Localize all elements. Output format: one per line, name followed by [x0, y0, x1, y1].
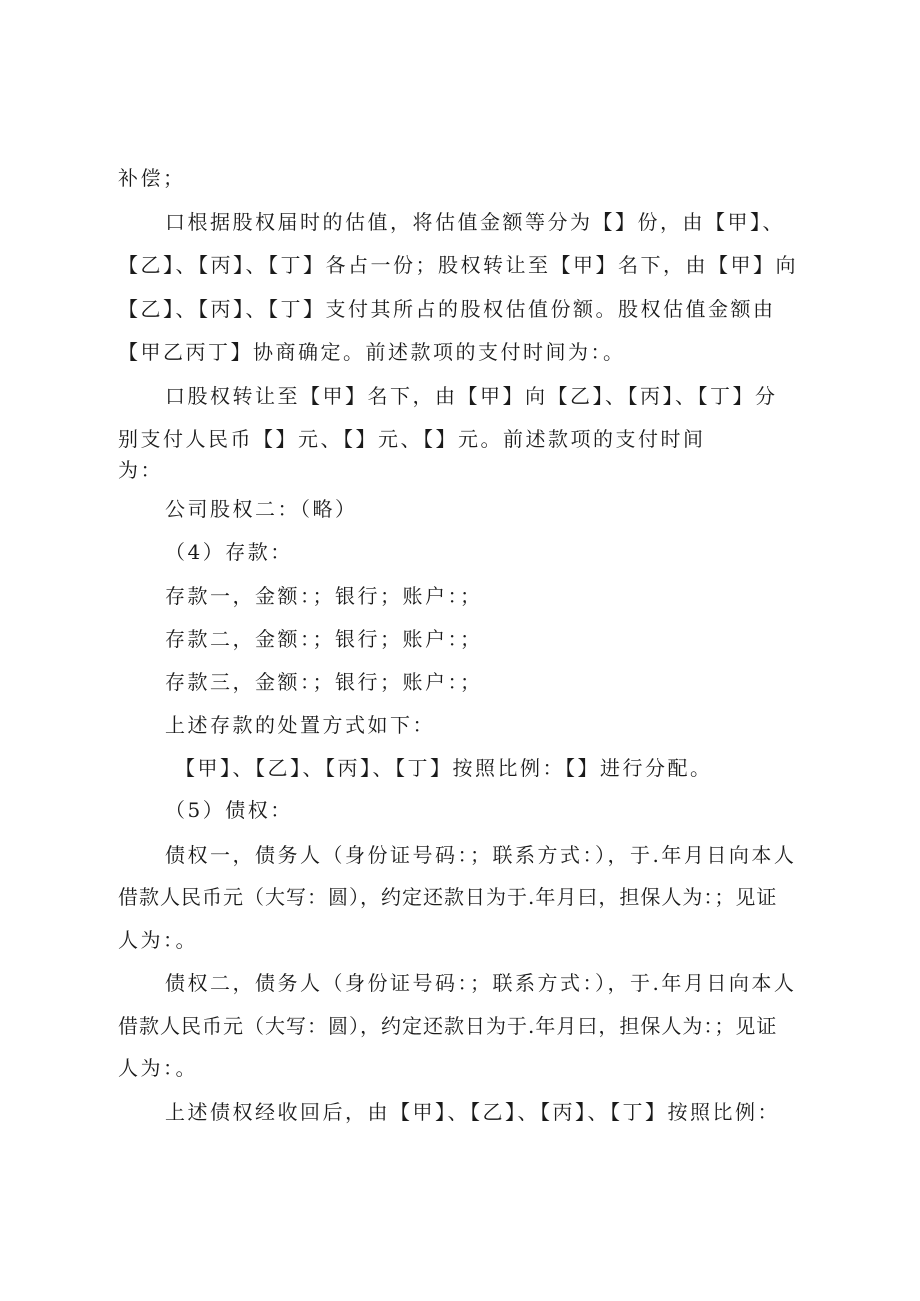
claim-item: 债权一，债务人（身份证号码：；联系方式：），于.年月日向本人: [165, 843, 797, 867]
text-line: 公司股权二：（略）: [165, 497, 358, 521]
section-heading-claims: （5）债权：: [165, 798, 293, 822]
text-line: 借款人民币元（大写：圆），约定还款日为于.年月曰，担保人为：；见证: [118, 885, 778, 909]
claim-item: 债权二，债务人（身份证号码：；联系方式：），于.年月日向本人: [165, 971, 797, 995]
text-line: 人为：。: [118, 928, 198, 952]
deposit-item: 存款三，金额：；银行；账户：；: [165, 670, 483, 694]
text-line: 【甲乙丙丁】协商确定。前述款项的支付时间为：。: [118, 340, 626, 364]
text-line: 别支付人民币【】元、【】元、【】元。前述款项的支付时间: [118, 427, 706, 451]
text-line: 人为：。: [118, 1056, 198, 1080]
text-line: 借款人民币元（大写：圆），约定还款日为于.年月曰，担保人为：；见证: [118, 1014, 778, 1038]
text-line: 为：: [118, 458, 163, 482]
deposit-item: 存款二，金额：；银行；账户：；: [165, 627, 483, 651]
equity-option-checkbox-line: 口股权转让至【甲】名下，由【甲】向【乙】、【丙】、【丁】分: [165, 384, 778, 408]
equity-option-checkbox-line: 口根据股权届时的估值，将估值金额等分为【】份，由【甲】、: [165, 210, 785, 234]
section-heading-deposits: （4）存款：: [165, 540, 293, 564]
text-line: 上述债权经收回后，由【甲】、【乙】、【丙】、【丁】按照比例：: [165, 1100, 780, 1124]
text-line: 上述存款的处置方式如下：: [165, 713, 435, 737]
text-line: 补偿；: [118, 166, 186, 190]
text-line: 【甲】、【乙】、【丙】、【丁】按照比例：【】进行分配。: [175, 756, 713, 780]
text-line: 【乙】、【丙】、【丁】各占一份；股权转让至【甲】名下，由【甲】向: [118, 253, 798, 277]
text-line: 【乙】、【丙】、【丁】支付其所占的股权估值份额。股权估值金额由: [118, 297, 776, 321]
deposit-item: 存款一，金额：；银行；账户：；: [165, 584, 483, 608]
